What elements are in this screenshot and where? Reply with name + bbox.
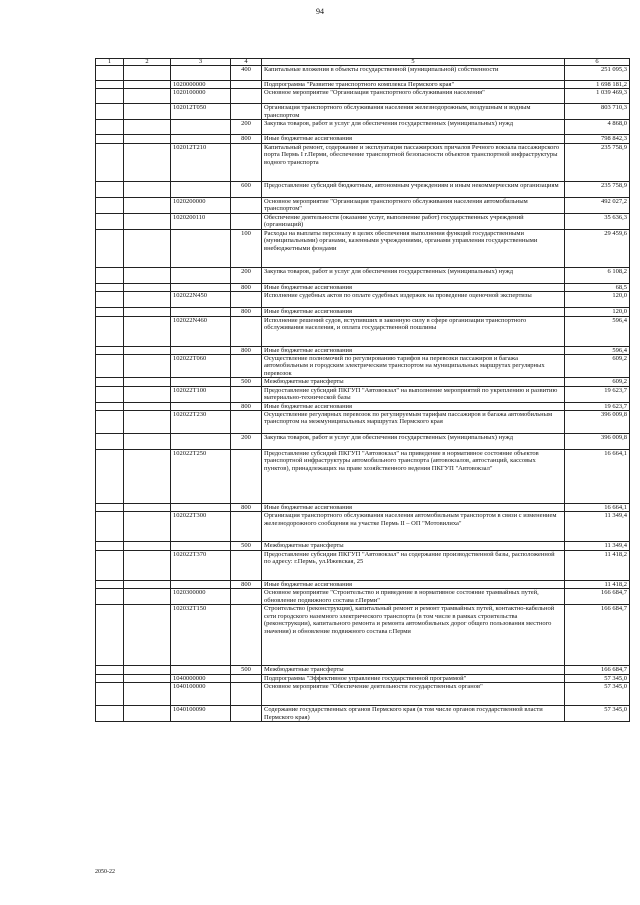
cell-col2: [124, 504, 171, 512]
page-number: 94: [316, 7, 324, 16]
cell-amount: 235 758,9: [565, 143, 630, 181]
cell-name: Иные бюджетные ассигнования: [262, 504, 565, 512]
cell-target-code: 1020300000: [171, 589, 231, 605]
cell-name: Содержание государственных органов Пермского края (в том числе органов государственной власти Пермского края): [262, 706, 565, 722]
cell-col2: [124, 346, 171, 354]
cell-expense-type: 800: [231, 308, 262, 316]
cell-expense-type: [231, 316, 262, 346]
cell-amount: 11 349,4: [565, 512, 630, 542]
cell-name: Основное мероприятие "Обеспечение деятельности государственных органов": [262, 683, 565, 706]
cell-name: Основное мероприятие "Организация транспортного обслуживания населения автомобильным транспортом": [262, 197, 565, 213]
cell-amount: 6 108,2: [565, 267, 630, 283]
cell-target-code: 1020200000: [171, 197, 231, 213]
cell-col2: [124, 580, 171, 588]
cell-target-code: [171, 283, 231, 291]
cell-expense-type: 600: [231, 181, 262, 197]
cell-col1: [96, 542, 124, 550]
cell-amount: 596,4: [565, 316, 630, 346]
table-row: [96, 120, 630, 135]
cell-name: Иные бюджетные ассигнования: [262, 308, 565, 316]
cell-amount: 57 345,0: [565, 683, 630, 706]
cell-col2: [124, 402, 171, 410]
table-row: [96, 89, 630, 104]
cell-name: Предоставление субсидий ПКГУП "Автовокзал" на выполнение мероприятий по укреплению и развитию материально-технической базы: [262, 386, 565, 402]
cell-amount: 68,5: [565, 283, 630, 291]
cell-col1: [96, 283, 124, 291]
cell-col1: [96, 411, 124, 434]
cell-expense-type: 800: [231, 346, 262, 354]
cell-name: Исполнение решений судов, вступивших в законную силу в сфере организации транспортного обслуживания населения, и оплата государственной пошлины: [262, 316, 565, 346]
table-row: [96, 683, 630, 706]
cell-expense-type: 800: [231, 504, 262, 512]
cell-name: Осуществление полномочий по регулированию тарифов на перевозки пассажиров и багажа автомобильным и городским электрическим транспортом на муниципальных маршрутах регулярных перевозок: [262, 355, 565, 378]
cell-target-code: [171, 229, 231, 267]
cell-name: Закупка товаров, работ и услуг для обеспечения государственных (муниципальных) нужд: [262, 434, 565, 450]
cell-target-code: 102022N460: [171, 316, 231, 346]
cell-target-code: [171, 120, 231, 135]
cell-amount: 235 758,9: [565, 181, 630, 197]
cell-col1: [96, 66, 124, 81]
cell-amount: 11 418,2: [565, 550, 630, 580]
table-row: [96, 402, 630, 410]
cell-col2: [124, 316, 171, 346]
cell-target-code: [171, 181, 231, 197]
table-row: [96, 386, 630, 402]
table-row: [96, 292, 630, 308]
cell-col1: [96, 197, 124, 213]
cell-amount: 396 009,8: [565, 434, 630, 450]
cell-col2: [124, 89, 171, 104]
table-header-row: [96, 59, 630, 66]
cell-col1: [96, 135, 124, 143]
cell-col1: [96, 386, 124, 402]
cell-col1: [96, 267, 124, 283]
cell-expense-type: [231, 89, 262, 104]
cell-amount: 251 095,3: [565, 66, 630, 81]
cell-target-code: [171, 267, 231, 283]
table-row: [96, 135, 630, 143]
cell-amount: 596,4: [565, 346, 630, 354]
cell-name: Подпрограмма "Развитие транспортного комплекса Пермского края": [262, 81, 565, 89]
cell-col2: [124, 550, 171, 580]
footer-code: 2050-22: [95, 869, 115, 875]
table-row: [96, 512, 630, 542]
table-row: [96, 434, 630, 450]
cell-name: Иные бюджетные ассигнования: [262, 135, 565, 143]
cell-name: Предоставление субсидии ПКГУП "Автовокзал" на содержание производственной базы, расположенной по адресу: г.Пермь, ул.Ижевская, 25: [262, 550, 565, 580]
cell-expense-type: 800: [231, 402, 262, 410]
cell-col2: [124, 386, 171, 402]
cell-col1: [96, 346, 124, 354]
cell-amount: 492 027,2: [565, 197, 630, 213]
cell-col2: [124, 706, 171, 722]
cell-name: Капитальный ремонт, содержание и эксплуатация пассажирских причалов Речного вокзала пассажирского порта Пермь I г.Перми, обеспечение транспортной безопасности объектов транспортной инфраструктуры водного транспорта: [262, 143, 565, 181]
cell-expense-type: [231, 386, 262, 402]
cell-amount: 4 868,0: [565, 120, 630, 135]
cell-target-code: 1020000000: [171, 81, 231, 89]
cell-name: Организация транспортного обслуживания населения железнодорожным, воздушным и водным транспортом: [262, 104, 565, 120]
column-header-4: 4: [231, 59, 262, 66]
cell-name: Закупка товаров, работ и услуг для обеспечения государственных (муниципальных) нужд: [262, 267, 565, 283]
cell-amount: 798 842,3: [565, 135, 630, 143]
cell-col1: [96, 81, 124, 89]
table-row: [96, 181, 630, 197]
table-row: [96, 143, 630, 181]
cell-target-code: 1040100000: [171, 683, 231, 706]
cell-col2: [124, 411, 171, 434]
table-row: [96, 674, 630, 682]
cell-expense-type: 800: [231, 283, 262, 291]
cell-col2: [124, 542, 171, 550]
cell-target-code: [171, 135, 231, 143]
table-row: [96, 504, 630, 512]
cell-expense-type: [231, 213, 262, 229]
cell-expense-type: [231, 81, 262, 89]
cell-name: Капитальные вложения в объекты государственной (муниципальной) собственности: [262, 66, 565, 81]
table-row: [96, 411, 630, 434]
cell-col1: [96, 512, 124, 542]
cell-name: Иные бюджетные ассигнования: [262, 283, 565, 291]
cell-col2: [124, 181, 171, 197]
cell-name: Осуществление регулярных перевозок по регулируемым тарифам пассажиров и багажа автомобильным транспортом на межмуниципальных маршрутах Пермского края: [262, 411, 565, 434]
cell-name: Закупка товаров, работ и услуг для обеспечения государственных (муниципальных) нужд: [262, 120, 565, 135]
cell-target-code: [171, 504, 231, 512]
cell-expense-type: 200: [231, 120, 262, 135]
cell-col2: [124, 283, 171, 291]
table-row: [96, 66, 630, 81]
cell-target-code: [171, 666, 231, 674]
cell-amount: 35 636,3: [565, 213, 630, 229]
cell-amount: 609,2: [565, 378, 630, 386]
cell-col1: [96, 308, 124, 316]
table-row: [96, 104, 630, 120]
cell-target-code: 102032Т150: [171, 605, 231, 666]
cell-amount: 19 623,7: [565, 402, 630, 410]
cell-col2: [124, 81, 171, 89]
table-row: [96, 197, 630, 213]
cell-col1: [96, 402, 124, 410]
cell-target-code: 102022Т250: [171, 450, 231, 504]
cell-target-code: 102012Т210: [171, 143, 231, 181]
cell-amount: 1 698 181,2: [565, 81, 630, 89]
cell-col1: [96, 683, 124, 706]
cell-col2: [124, 683, 171, 706]
table-row: [96, 605, 630, 666]
cell-col2: [124, 605, 171, 666]
cell-name: Межбюджетные трансферты: [262, 666, 565, 674]
cell-expense-type: 500: [231, 542, 262, 550]
column-header-6: 6: [565, 59, 630, 66]
cell-expense-type: [231, 589, 262, 605]
cell-expense-type: 200: [231, 434, 262, 450]
cell-expense-type: [231, 683, 262, 706]
cell-col1: [96, 89, 124, 104]
cell-expense-type: 500: [231, 378, 262, 386]
cell-col1: [96, 580, 124, 588]
cell-name: Предоставление субсидий ПКГУП "Автовокзал" на приведение в нормативное состояние объектов транспортной инфраструктуры автомобильного транспорта (автовокзалов, автостанций, кассовых пунктов), принадлежащих на праве хозяйственного ведения ПКГУП "Автовокзал": [262, 450, 565, 504]
cell-col2: [124, 135, 171, 143]
cell-amount: 1 039 469,3: [565, 89, 630, 104]
cell-expense-type: [231, 104, 262, 120]
cell-name: Иные бюджетные ассигнования: [262, 580, 565, 588]
cell-target-code: 102022Т100: [171, 386, 231, 402]
table-row: [96, 666, 630, 674]
cell-expense-type: [231, 411, 262, 434]
cell-target-code: [171, 66, 231, 81]
cell-expense-type: 100: [231, 229, 262, 267]
cell-col2: [124, 213, 171, 229]
cell-amount: 166 684,7: [565, 605, 630, 666]
table-row: [96, 229, 630, 267]
cell-expense-type: [231, 605, 262, 666]
budget-table: [95, 58, 630, 722]
cell-col2: [124, 229, 171, 267]
table-row: [96, 450, 630, 504]
cell-expense-type: 800: [231, 135, 262, 143]
cell-col1: [96, 666, 124, 674]
cell-col1: [96, 674, 124, 682]
cell-name: Подпрограмма "Эффективное управление государственной программой": [262, 674, 565, 682]
cell-expense-type: 200: [231, 267, 262, 283]
cell-col1: [96, 378, 124, 386]
cell-amount: 16 664,1: [565, 450, 630, 504]
cell-amount: 29 459,6: [565, 229, 630, 267]
cell-name: Межбюджетные трансферты: [262, 542, 565, 550]
cell-col1: [96, 104, 124, 120]
cell-amount: 57 345,0: [565, 706, 630, 722]
table-row: [96, 283, 630, 291]
cell-expense-type: [231, 706, 262, 722]
table-row: [96, 550, 630, 580]
cell-name: Организация транспортного обслуживания населения автомобильным транспортом в связи с изменением железнодорожного сообщения на участке Пермь II – ОП "Мотовилиха": [262, 512, 565, 542]
cell-col2: [124, 197, 171, 213]
table-row: [96, 706, 630, 722]
cell-col1: [96, 120, 124, 135]
cell-col1: [96, 434, 124, 450]
table-row: [96, 316, 630, 346]
column-header-1: 1: [96, 59, 124, 66]
cell-target-code: 102022Т300: [171, 512, 231, 542]
table-row: [96, 355, 630, 378]
cell-col2: [124, 104, 171, 120]
cell-col1: [96, 706, 124, 722]
column-header-2: 2: [124, 59, 171, 66]
cell-name: Строительство (реконструкция), капитальный ремонт и ремонт трамвайных путей, контактно-кабельной сети городского наземного электрического транспорта (в том числе в рамках строительства (реконструкции), капитального ремонта и ремонта автомобильных дорог общего пользования местного значения) и обновление подвижного состава г.Перми: [262, 605, 565, 666]
cell-col1: [96, 355, 124, 378]
cell-expense-type: [231, 674, 262, 682]
table-row: [96, 580, 630, 588]
cell-amount: 166 684,7: [565, 666, 630, 674]
cell-expense-type: [231, 355, 262, 378]
table-row: [96, 267, 630, 283]
cell-name: Иные бюджетные ассигнования: [262, 346, 565, 354]
cell-expense-type: 400: [231, 66, 262, 81]
cell-col1: [96, 589, 124, 605]
cell-name: Основное мероприятие "Организация транспортного обслуживания населения": [262, 89, 565, 104]
cell-col1: [96, 316, 124, 346]
cell-target-code: [171, 402, 231, 410]
cell-name: Расходы на выплаты персоналу в целях обеспечения выполнения функций государственными (муниципальными) органами, казенными учреждениями, органами управления государственными внебюджетными фондами: [262, 229, 565, 267]
cell-col2: [124, 434, 171, 450]
cell-expense-type: [231, 450, 262, 504]
cell-col2: [124, 120, 171, 135]
cell-target-code: 1020200110: [171, 213, 231, 229]
cell-col2: [124, 674, 171, 682]
cell-col2: [124, 355, 171, 378]
cell-col2: [124, 66, 171, 81]
cell-amount: 57 345,0: [565, 674, 630, 682]
table-row: [96, 589, 630, 605]
cell-col1: [96, 292, 124, 308]
cell-col2: [124, 450, 171, 504]
cell-col1: [96, 450, 124, 504]
cell-target-code: 102012Т050: [171, 104, 231, 120]
cell-col2: [124, 308, 171, 316]
cell-expense-type: [231, 197, 262, 213]
cell-col2: [124, 143, 171, 181]
cell-col1: [96, 213, 124, 229]
cell-target-code: [171, 346, 231, 354]
cell-target-code: 102022N450: [171, 292, 231, 308]
cell-col2: [124, 512, 171, 542]
cell-amount: 19 623,7: [565, 386, 630, 402]
table-row: [96, 81, 630, 89]
cell-expense-type: [231, 292, 262, 308]
cell-col1: [96, 504, 124, 512]
cell-col2: [124, 589, 171, 605]
cell-target-code: [171, 308, 231, 316]
cell-expense-type: [231, 143, 262, 181]
table-row: [96, 346, 630, 354]
cell-target-code: [171, 378, 231, 386]
table-row: [96, 378, 630, 386]
cell-amount: 120,0: [565, 308, 630, 316]
cell-col1: [96, 229, 124, 267]
cell-amount: 120,0: [565, 292, 630, 308]
table-row: [96, 308, 630, 316]
cell-expense-type: [231, 550, 262, 580]
cell-target-code: [171, 542, 231, 550]
cell-expense-type: 500: [231, 666, 262, 674]
column-header-5: 5: [262, 59, 565, 66]
cell-target-code: 1040000000: [171, 674, 231, 682]
cell-col1: [96, 605, 124, 666]
column-header-3: 3: [171, 59, 231, 66]
cell-target-code: 1020100000: [171, 89, 231, 104]
cell-col1: [96, 181, 124, 197]
table-row: [96, 213, 630, 229]
cell-target-code: 102022Т230: [171, 411, 231, 434]
budget-table-body: [96, 59, 630, 722]
cell-name: Основное мероприятие "Строительство и приведение в нормативное состояние трамвайных путей, обновление подвижного состава г.Перми": [262, 589, 565, 605]
cell-col1: [96, 550, 124, 580]
cell-col2: [124, 292, 171, 308]
cell-target-code: [171, 580, 231, 588]
cell-amount: 11 349,4: [565, 542, 630, 550]
cell-amount: 396 009,8: [565, 411, 630, 434]
cell-amount: 166 684,7: [565, 589, 630, 605]
cell-target-code: [171, 434, 231, 450]
cell-name: Предоставление субсидий бюджетным, автономным учреждениям и иным некоммерческим организациям: [262, 181, 565, 197]
cell-col1: [96, 143, 124, 181]
cell-amount: 16 664,1: [565, 504, 630, 512]
cell-target-code: 102022Т060: [171, 355, 231, 378]
cell-name: Обеспечение деятельности (оказание услуг, выполнение работ) государственных учреждений (организаций): [262, 213, 565, 229]
cell-name: Иные бюджетные ассигнования: [262, 402, 565, 410]
cell-col2: [124, 378, 171, 386]
cell-amount: 11 418,2: [565, 580, 630, 588]
cell-name: Исполнение судебных актов по оплате судебных издержек на проведение оценочной экспертизы: [262, 292, 565, 308]
cell-expense-type: [231, 512, 262, 542]
cell-amount: 609,2: [565, 355, 630, 378]
cell-name: Межбюджетные трансферты: [262, 378, 565, 386]
cell-amount: 803 710,3: [565, 104, 630, 120]
cell-target-code: 102022Т370: [171, 550, 231, 580]
cell-expense-type: 800: [231, 580, 262, 588]
cell-col2: [124, 267, 171, 283]
cell-col2: [124, 666, 171, 674]
table-row: [96, 542, 630, 550]
cell-target-code: 1040100090: [171, 706, 231, 722]
